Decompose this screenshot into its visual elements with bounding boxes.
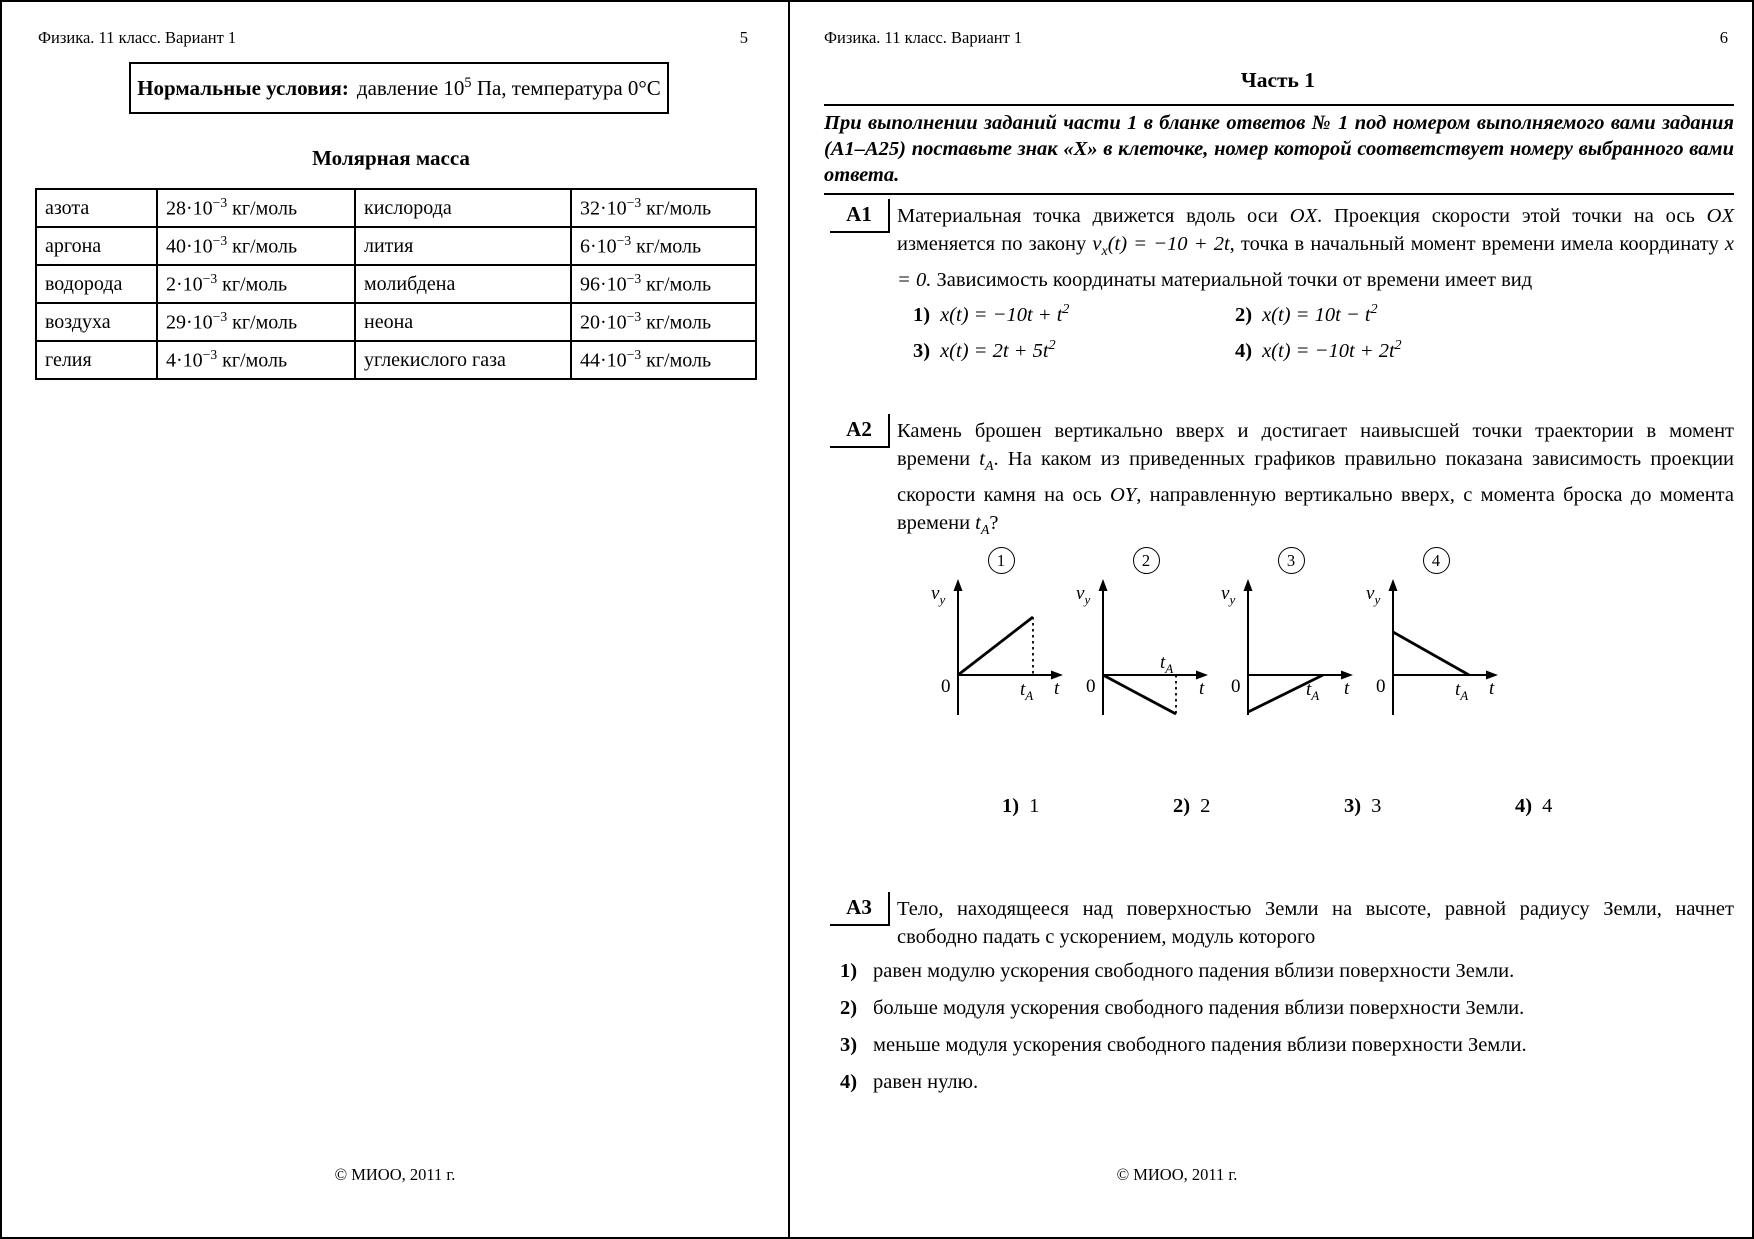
table-row bbox=[36, 341, 756, 379]
value-cell: $2\cdot 10^{-3}$ кг/моль bbox=[157, 265, 355, 303]
value-cell: $29\cdot 10^{-3}$ кг/моль bbox=[157, 303, 355, 341]
divider-rule bbox=[824, 193, 1734, 195]
graph-3-number: 3 bbox=[1278, 547, 1305, 574]
conditions-text: давление $10^5$ Па, температура 0°С bbox=[356, 75, 661, 100]
svg-text:vy: $v_y$ bbox=[1221, 583, 1236, 607]
option-4: 4) равен нулю. bbox=[840, 1071, 979, 1093]
part-title: Часть 1 bbox=[1240, 68, 1316, 92]
graph-4 bbox=[1365, 547, 1507, 725]
instruction-text: При выполнении заданий части 1 в бланке ответов № 1 под номером выполняемого вами задания (А1–А25) поставьте знак «Х» в клеточке, номер которой соответствует номеру выбранного вами ответа. bbox=[824, 112, 1734, 186]
substance-cell: гелия bbox=[36, 341, 157, 379]
substance-cell: воздуха bbox=[36, 303, 157, 341]
page-right bbox=[790, 2, 1754, 1237]
value-cell: $28\cdot 10^{-3}$ кг/моль bbox=[157, 189, 355, 227]
option-3: 3) меньше модуля ускорения свободного падения вблизи поверхности Земли. bbox=[840, 1034, 1527, 1056]
value-cell: $4\cdot 10^{-3}$ кг/моль bbox=[157, 341, 355, 379]
svg-text:t: t bbox=[1344, 678, 1350, 699]
table-row bbox=[36, 227, 756, 265]
option-1: 1) равен модулю ускорения свободного падения вблизи поверхности Земли. bbox=[840, 960, 1515, 982]
answer-1: 1) 1 bbox=[1002, 795, 1040, 817]
page-number: 5 bbox=[739, 28, 748, 47]
substance-cell: молибдена bbox=[355, 265, 571, 303]
svg-text:0: 0 bbox=[1231, 676, 1241, 697]
svg-text:0: 0 bbox=[1376, 676, 1386, 697]
task-a1 bbox=[824, 202, 1734, 374]
value-cell: $32\cdot 10^{-3}$ кг/моль bbox=[571, 189, 756, 227]
graph-2-number: 2 bbox=[1133, 547, 1160, 574]
svg-text:t: t bbox=[1489, 678, 1495, 699]
substance-cell: аргона bbox=[36, 227, 157, 265]
value-cell: $6\cdot 10^{-3}$ кг/моль bbox=[571, 227, 756, 265]
graph-4-number: 4 bbox=[1423, 547, 1450, 574]
graph-4-plot bbox=[1365, 575, 1507, 725]
substance-cell: неона bbox=[355, 303, 571, 341]
copyright-footer: © МИОО, 2011 г. bbox=[1116, 1165, 1238, 1184]
option-1: 1) $x(t) = -10t + t^2$ bbox=[913, 302, 1070, 326]
task-a2-text: Камень брошен вертикально вверх и достигает наивысшей точки траектории в момент времени $t_A$. На каком из приведенных графиков правильно показана зависимость проекции скорости камня на ось OY, направленную вертикально вверх, с момента броска до момента времени $t_A$? bbox=[897, 420, 1735, 539]
graph-1 bbox=[930, 547, 1072, 725]
table-row bbox=[36, 189, 756, 227]
task-a2-label: А2 bbox=[830, 417, 888, 448]
graph-2 bbox=[1075, 547, 1217, 725]
graph-1-number: 1 bbox=[988, 547, 1015, 574]
graph-3 bbox=[1220, 547, 1362, 725]
substance-cell: водорода bbox=[36, 265, 157, 303]
graph-3-plot bbox=[1220, 575, 1362, 725]
graph-1-plot bbox=[930, 575, 1072, 725]
task-a1-options bbox=[913, 302, 1734, 363]
answer-4: 4) 4 bbox=[1515, 795, 1553, 817]
answer-3: 3) 3 bbox=[1344, 795, 1382, 817]
value-cell: $20\cdot 10^{-3}$ кг/моль bbox=[571, 303, 756, 341]
value-cell: $96\cdot 10^{-3}$ кг/моль bbox=[571, 265, 756, 303]
svg-text:tA: $t_A$ bbox=[1020, 679, 1034, 703]
svg-text:t: t bbox=[1054, 678, 1060, 699]
page-header: Физика. 11 класс. Вариант 1 bbox=[38, 28, 237, 47]
value-cell: $44\cdot 10^{-3}$ кг/моль bbox=[571, 341, 756, 379]
task-a3-text: Тело, находящееся над поверхностью Земли на высоте, равной радиусу Земли, начнет свободно падать с ускорением, модуль которого bbox=[897, 898, 1734, 948]
substance-cell: углекислого газа bbox=[355, 341, 571, 379]
page-number: 6 bbox=[1719, 28, 1728, 47]
option-4: 4) $x(t) = -10t + 2t^2$ bbox=[1235, 337, 1402, 362]
task-a2 bbox=[824, 417, 1734, 545]
option-2: 2) $x(t) = 10t - t^2$ bbox=[1235, 302, 1378, 326]
table-row bbox=[36, 265, 756, 303]
task-a3-options bbox=[840, 957, 1734, 1096]
substance-cell: кислорода bbox=[355, 189, 571, 227]
task-a3-label: А3 bbox=[830, 895, 888, 926]
value-cell: $40\cdot 10^{-3}$ кг/моль bbox=[157, 227, 355, 265]
answer-2: 2) 2 bbox=[1173, 795, 1211, 817]
option-3: 3) $x(t) = 2t + 5t^2$ bbox=[913, 337, 1056, 362]
molar-mass-table bbox=[35, 188, 757, 380]
task-a3 bbox=[824, 895, 1734, 1105]
table-row bbox=[36, 303, 756, 341]
substance-cell: азота bbox=[36, 189, 157, 227]
copyright-footer: © МИОО, 2011 г. bbox=[334, 1165, 456, 1184]
divider-rule bbox=[824, 104, 1734, 106]
page-left bbox=[2, 2, 790, 1237]
substance-cell: лития bbox=[355, 227, 571, 265]
task-a2-answers bbox=[1002, 795, 1686, 818]
svg-text:vy: $v_y$ bbox=[1366, 583, 1381, 607]
svg-text:0: 0 bbox=[941, 676, 951, 697]
svg-text:t: t bbox=[1199, 678, 1205, 699]
option-2: 2) больше модуля ускорения свободного падения вблизи поверхности Земли. bbox=[840, 997, 1525, 1019]
svg-text:vy: $v_y$ bbox=[1076, 583, 1091, 607]
svg-text:tA: $t_A$ bbox=[1306, 679, 1320, 703]
task-a1-text: Материальная точка движется вдоль оси OX. Проекция скорости этой точки на ось OX изменяется по закону $v_x(t) = -10 + 2t$, точка в начальный момент времени имела координату x = 0. Зависимость координаты материальной точки от времени имеет вид bbox=[897, 205, 1734, 292]
molar-mass-title: Молярная масса bbox=[312, 146, 470, 170]
normal-conditions-box bbox=[129, 62, 669, 114]
svg-text:vy: $v_y$ bbox=[931, 583, 946, 607]
svg-text:0: 0 bbox=[1086, 676, 1096, 697]
page-header: Физика. 11 класс. Вариант 1 bbox=[824, 28, 1023, 47]
svg-text:tA: $t_A$ bbox=[1160, 652, 1174, 676]
graph-2-plot bbox=[1075, 575, 1217, 725]
velocity-graphs bbox=[930, 547, 1507, 725]
conditions-label: Нормальные условия: bbox=[137, 75, 349, 100]
task-a1-label: А1 bbox=[830, 202, 888, 233]
svg-text:tA: $t_A$ bbox=[1455, 679, 1469, 703]
